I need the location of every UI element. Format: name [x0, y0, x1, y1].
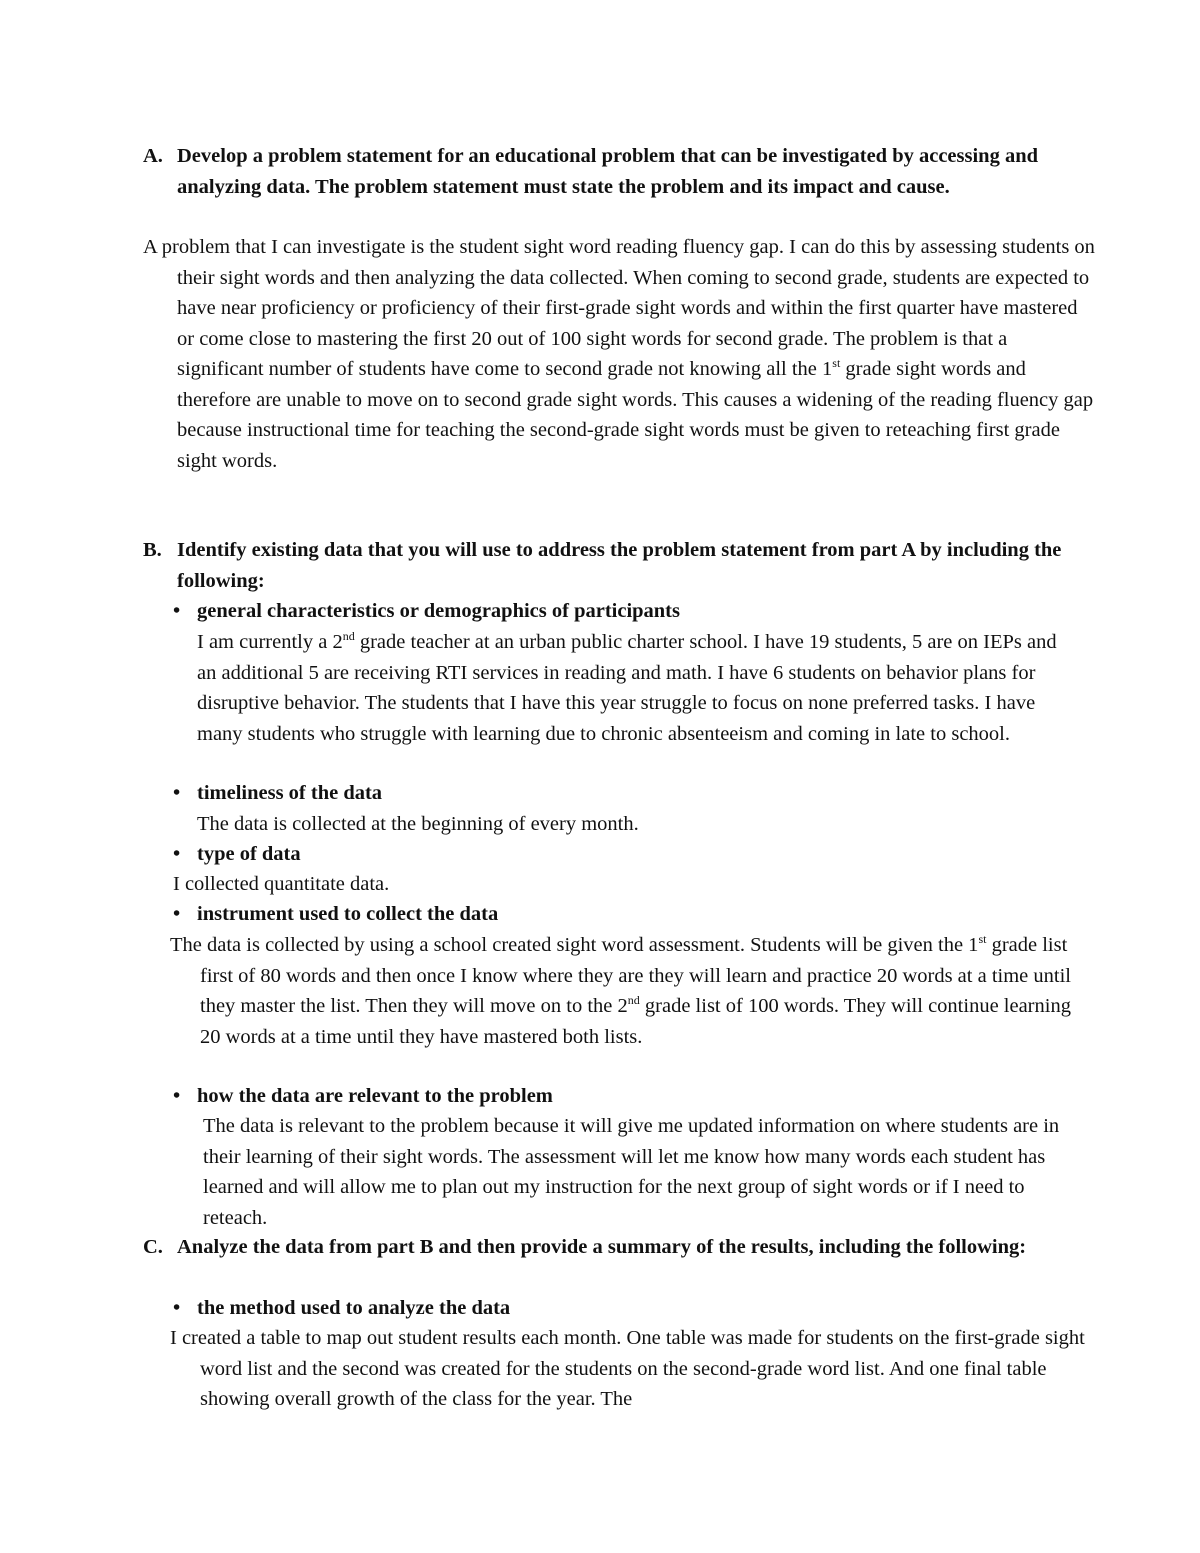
demographics-text: I am currently a 2nd grade teacher at an urban public charter school. I have 19 students, 5 are on IEPs and an additional 5 are receiving RTI services in reading and math. I have 6 students on behavior plans for disruptive behavior. The students that I have this year struggle to focus on none preferred tasks. I have many students who struggle with learning due to chronic absenteeism and coming in late to school. — [197, 629, 1057, 745]
bullet-type — [173, 839, 1053, 870]
timeliness-text: The data is collected at the beginning of every month. — [197, 813, 639, 835]
bullet-timeliness — [173, 778, 1053, 809]
section-a-label: A. — [143, 145, 163, 167]
section-a-body: A problem that I can investigate is the student sight word reading fluency gap. I can do this by assessing students on their sight words and then analyzing the data collected. When coming to second grade, students are expected to have near proficiency or proficiency of their first-grade sight words and within the first quarter have mastered or come close to mastering the first 20 out of 100 sight words for second grade. The problem is that a significant number of students have come to second grade not knowing all the 1st grade sight words and therefore are unable to move on to second grade sight words. This causes a widening of the reading fluency gap because instructional time for teaching the second-grade sight words must be given to reteaching first grade sight words. — [143, 236, 1095, 472]
bullet-timeliness-title: timeliness of the data — [197, 782, 383, 804]
bullet-icon: • — [173, 600, 181, 622]
bullet-icon: • — [173, 1085, 181, 1107]
bullet-type-title: type of data — [197, 843, 301, 865]
bullet-relevance — [173, 1081, 1053, 1112]
superscript: st — [832, 356, 841, 371]
section-c-heading-text: Analyze the data from part B and then provide a summary of the results, including the following: — [177, 1236, 1027, 1258]
bullet-instrument — [173, 899, 1053, 930]
method-text: I created a table to map out student results each month. One table was made for students on the first-grade sight word list and the second was created for the students on the second-grade word list. And one final table showing overall growth of the class for the year. The — [170, 1327, 1085, 1410]
superscript: nd — [342, 629, 355, 644]
section-b-label: B. — [143, 539, 162, 561]
superscript: nd — [627, 993, 640, 1008]
section-c-label: C. — [143, 1236, 163, 1258]
bullet-icon: • — [173, 843, 181, 865]
bullet-icon: • — [173, 903, 181, 925]
bullet-instrument-title: instrument used to collect the data — [197, 903, 499, 925]
section-b-heading-text: Identify existing data that you will use to address the problem statement from part A by including the following: — [177, 539, 1062, 592]
superscript: st — [978, 932, 987, 947]
type-text: I collected quantitate data. — [173, 873, 390, 895]
relevance-text: The data is relevant to the problem because it will give me updated information on where students are in their learning of their sight words. The assessment will let me know how many words each student has learned and will allow me to plan out my instruction for the next group of sight words or if I need to reteach. — [203, 1115, 1060, 1229]
bullet-demographics-title: general characteristics or demographics of participants — [197, 600, 680, 622]
bullet-relevance-title: how the data are relevant to the problem — [197, 1085, 553, 1107]
section-a-heading — [143, 141, 1063, 202]
bullet-method — [173, 1293, 1053, 1324]
bullet-icon: • — [173, 1297, 181, 1319]
instrument-text: The data is collected by using a school created sight word assessment. Students will be given the 1st grade list first of 80 words and then once I know where they are they will learn and practice 20 words at a time until they master the list. Then they will move on to the 2nd grade list of 100 words. They will continue learning 20 words at a time until they have mastered both lists. — [170, 932, 1071, 1048]
bullet-demographics — [173, 596, 1053, 627]
section-c-heading — [143, 1232, 1063, 1263]
bullet-method-title: the method used to analyze the data — [197, 1297, 511, 1319]
bullet-icon: • — [173, 782, 181, 804]
section-a-heading-text: Develop a problem statement for an educational problem that can be investigated by accessing and analyzing data. The problem statement must state the problem and its impact and cause. — [177, 145, 1038, 198]
section-b-heading — [143, 535, 1063, 596]
